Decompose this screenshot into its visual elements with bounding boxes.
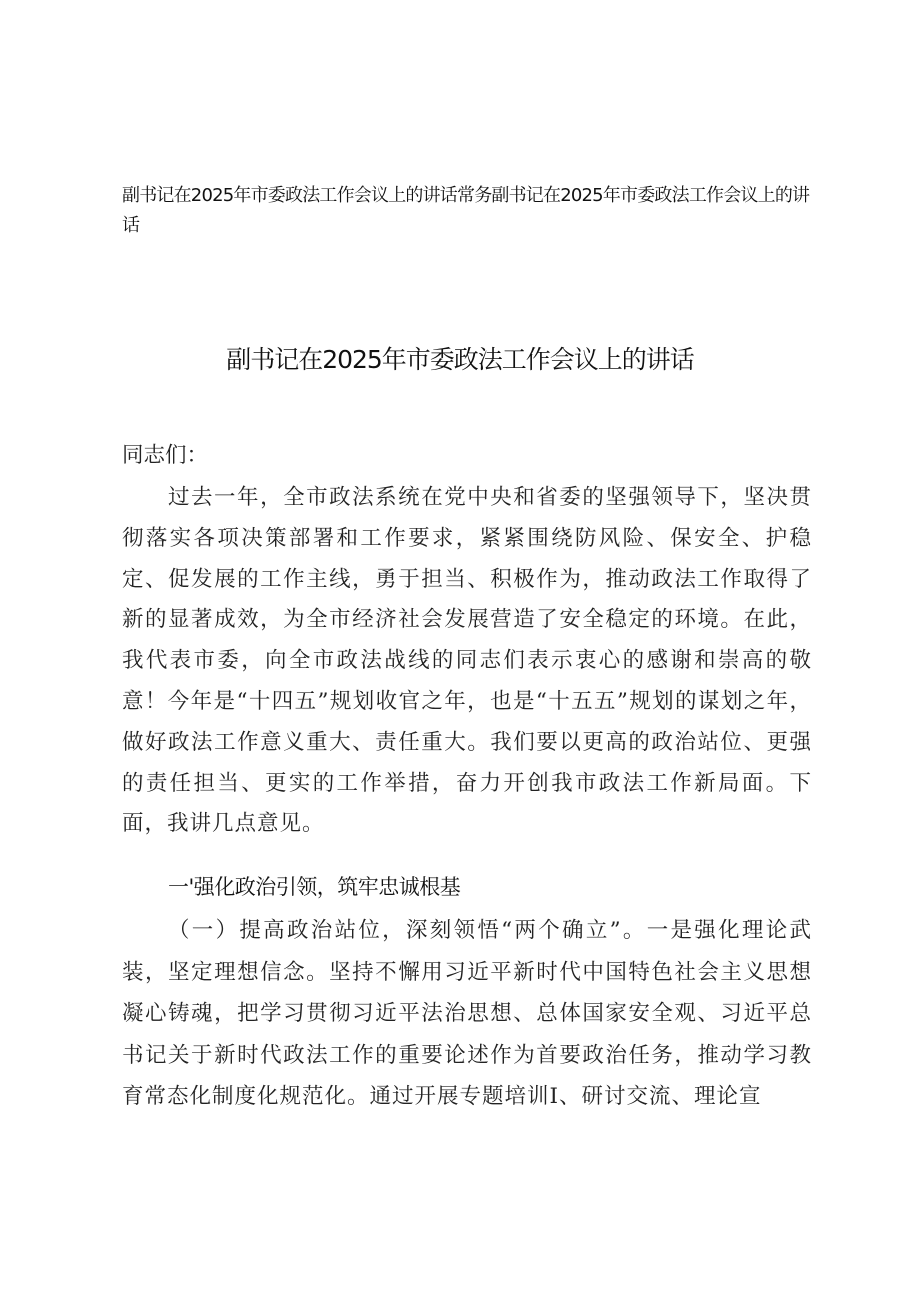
section-heading-1: 一'强化政治引领，筑牢忠诚根基 bbox=[168, 875, 461, 899]
page-title: 副书记在2025年市委政法工作会议上的讲话 bbox=[226, 345, 694, 374]
paragraph-section-1-1: （一）提高政治站位，深刻领悟“两个确立”。一是强化理论武装，坚定理想信念。坚持不懈用习近平新时代中国特色社会主义思想凝心铸魂，把学习贯彻习近平法治思想、总体国家安全观、习近平总书记关于新时代政法工作的重要论述作为首要政治任务，推动学习教育常态化制度化规范化。通过开展专题培训I、研讨交流、理论宣 bbox=[122, 918, 812, 1110]
document-header-title: 副书记在2025年市委政法工作会议上的讲话常务副书记在2025年市委政法工作会议上的讲话 bbox=[122, 185, 810, 236]
paragraph-intro: 过去一年，全市政法系统在党中央和省委的坚强领导下，坚决贯彻落实各项决策部署和工作要求，紧紧围绕防风险、保安全、护稳定、促发展的工作主线，勇于担当、积极作为，推动政法工作取得了新的显著成效，为全市经济社会发展营造了安全稳定的环境。在此，我代表市委，向全市政法战线的同志们表示衷心的感谢和崇高的敬意！今年是“十四五”规划收官之年，也是“十五五”规划的谋划之年，做好政法工作意义重大、责任重大。我们要以更高的政治站位、更强的责任担当、更实的工作举措，奋力开创我市政法工作新局面。下面，我讲几点意见。 bbox=[122, 485, 812, 837]
salutation: 同志们： bbox=[122, 443, 209, 468]
